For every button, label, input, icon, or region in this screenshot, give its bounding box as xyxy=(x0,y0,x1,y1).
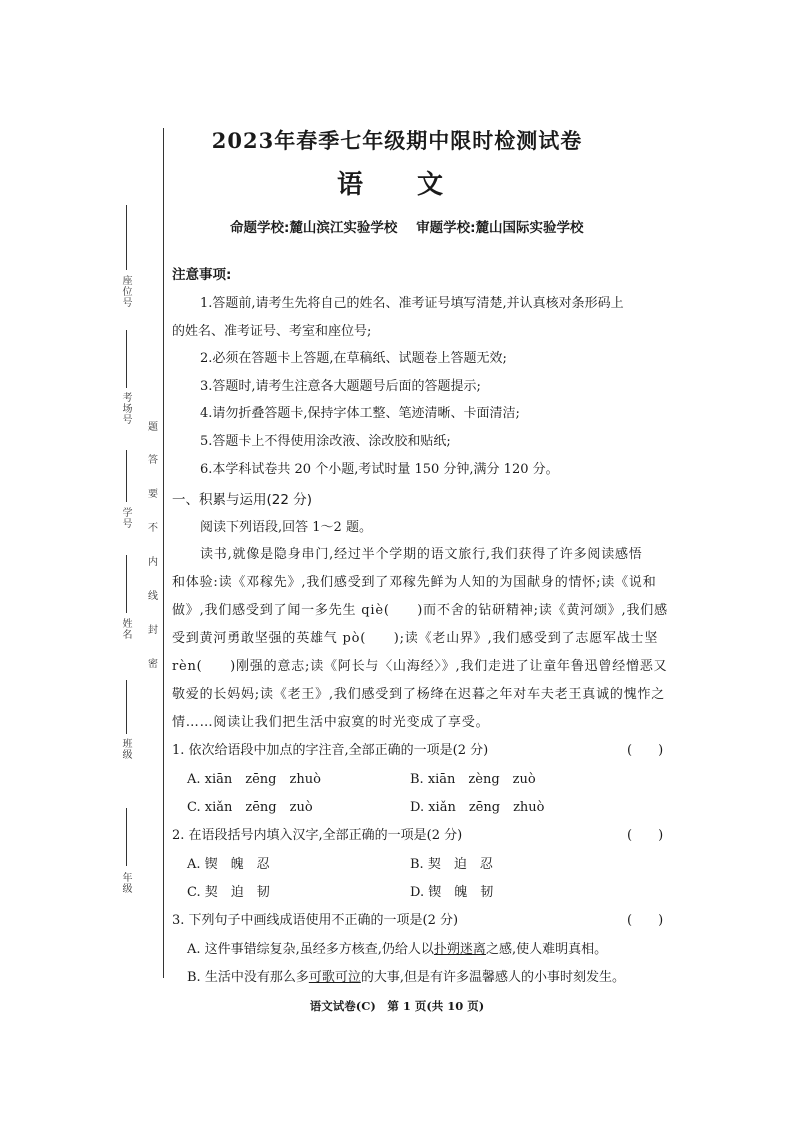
reviewer-school: 审题学校:麓山国际实验学校 xyxy=(416,220,584,236)
q1-option-b: B. xiān zèng zuò xyxy=(410,772,536,787)
notes-title: 注意事项: xyxy=(172,267,232,283)
seal-char: 题 xyxy=(148,422,158,433)
option-text: 的大事,但是有许多温馨感人的小事时刻发生。 xyxy=(360,970,625,985)
grade-label: 年级 xyxy=(120,872,131,894)
passage-line: 和体验:读《邓稼先》,我们感受到了邓稼先鲜为人知的为国献身的情怀;读《说和 xyxy=(172,575,657,590)
passage-line: rèn( )刚强的意志;读《阿长与〈山海经〉》,我们走进了让童年鲁迅曾经憎恶又 xyxy=(172,659,668,674)
underlined-idiom: 扑朔迷离 xyxy=(433,942,486,957)
note-item: 5.答题卡上不得使用涂改液、涂改胶和贴纸; xyxy=(200,434,451,449)
student-no-blank xyxy=(126,450,127,502)
q2-option-d: D. 锲 魄 韧 xyxy=(410,885,494,900)
seal-char: 内 xyxy=(148,557,158,568)
seat-label: 座位号 xyxy=(120,275,131,308)
seal-char: 要 xyxy=(148,489,158,500)
passage-line: 情……阅读让我们把生活中寂寞的时光变成了享受。 xyxy=(172,715,490,730)
name-blank xyxy=(126,555,127,613)
seal-char: 答 xyxy=(148,455,158,466)
option-text: 之感,使人难明真相。 xyxy=(485,942,608,957)
question-1-stem: 1. 依次给语段中加点的字注音,全部正确的一项是(2 分) xyxy=(172,743,489,758)
subject-title: 语 文 xyxy=(336,170,457,200)
note-item: 3.答题时,请考生注意各大题题号后面的答题提示; xyxy=(200,379,481,394)
note-item: 的姓名、准考证号、考室和座位号; xyxy=(172,324,372,339)
note-item: 2.必须在答题卡上答题,在草稿纸、试题卷上答题无效; xyxy=(200,351,507,366)
class-label: 班级 xyxy=(120,738,131,760)
note-item: 1.答题前,请考生先将自己的姓名、准考证号填写清楚,并认真核对条形码上 xyxy=(200,296,624,311)
option-text: B. 生活中没有那么多 xyxy=(187,970,309,985)
seal-char: 线 xyxy=(148,591,158,602)
page-footer: 语文试卷(C) 第 1 页(共 10 页) xyxy=(309,999,485,1013)
question-2-stem: 2. 在语段括号内填入汉字,全部正确的一项是(2 分) xyxy=(172,828,463,843)
binding-line xyxy=(163,128,164,978)
note-item: 6.本学科试卷共 20 个小题,考试时量 150 分钟,满分 120 分。 xyxy=(200,462,559,477)
setter-school: 命题学校:麓山滨江实验学校 xyxy=(230,220,398,236)
exam-no-label: 考场号 xyxy=(120,392,131,425)
seal-char: 封 xyxy=(148,625,158,636)
passage-line: 做》,我们感受到了闻一多先生 qiè( )而不舍的钻研精神;读《黄河颂》,我们感 xyxy=(172,603,668,618)
q1-option-a: A. xiān zēng zhuò xyxy=(187,772,321,787)
answer-bracket: ( ) xyxy=(627,743,664,758)
question-3-stem: 3. 下列句子中画线成语使用不正确的一项是(2 分) xyxy=(172,913,459,928)
answer-bracket: ( ) xyxy=(627,913,664,928)
seal-char: 不 xyxy=(148,523,158,534)
grade-blank xyxy=(126,808,127,866)
name-label: 姓名 xyxy=(120,618,131,640)
exam-title: 2023年春季七年级期中限时检测试卷 xyxy=(211,128,583,153)
section-title: 一、积累与运用(22 分) xyxy=(172,492,313,508)
school-credits xyxy=(230,216,598,236)
note-item: 4.请勿折叠答题卡,保持字体工整、笔迹清晰、卡面清洁; xyxy=(200,406,520,421)
q1-option-c: C. xiǎn zēng zuò xyxy=(187,800,313,815)
q2-option-c: C. 契 迫 韧 xyxy=(187,885,270,900)
class-blank xyxy=(126,680,127,734)
student-no-label: 学号 xyxy=(120,507,131,529)
seal-char: 密 xyxy=(148,659,158,670)
q2-option-a: A. 锲 魄 忍 xyxy=(187,857,270,872)
q3-option-b xyxy=(187,966,625,985)
underlined-idiom: 可歌可泣 xyxy=(308,970,361,985)
passage-line: 敬爱的长妈妈;读《老王》,我们感受到了杨绛在迟暮之年对车夫老王真诚的愧怍之 xyxy=(172,687,666,702)
reading-intro: 阅读下列语段,回答 1～2 题。 xyxy=(200,520,372,535)
q1-option-d: D. xiǎn zēng zhuò xyxy=(410,800,545,815)
q2-option-b: B. 契 迫 忍 xyxy=(410,857,493,872)
exam-no-blank xyxy=(126,330,127,388)
passage-line: 受到黄河勇敢坚强的英雄气 pò( );读《老山界》,我们感受到了志愿军战士坚 xyxy=(172,631,659,646)
seat-blank xyxy=(126,205,127,270)
q3-option-a xyxy=(187,938,607,957)
answer-bracket: ( ) xyxy=(627,828,664,843)
option-text: A. 这件事错综复杂,虽经多方核查,仍给人以 xyxy=(187,942,434,957)
passage-line: 读书,就像是隐身串门,经过半个学期的语文旅行,我们获得了许多阅读感悟 xyxy=(200,547,643,562)
